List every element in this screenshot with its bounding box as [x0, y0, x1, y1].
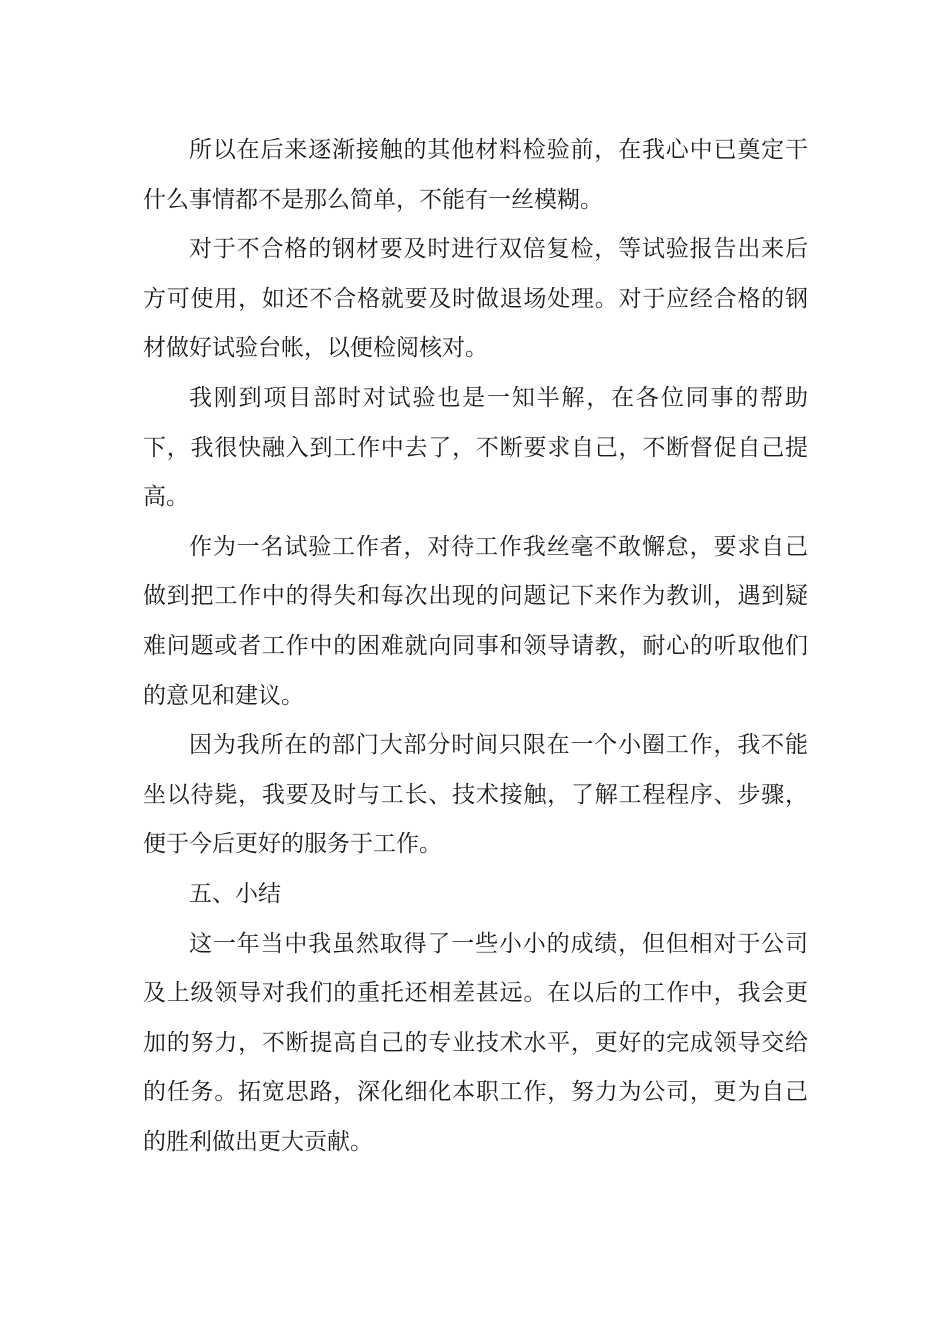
- section-heading-summary: 五、小结: [189, 880, 281, 907]
- paragraph-material-inspection: 所以在后来逐渐接触的其他材料检验前，在我心中已奠定干什么事情都不是那么简单，不能有一丝模糊。: [143, 137, 808, 213]
- paragraph-project-start: 我刚到项目部时对试验也是一知半解，在各位同事的帮助下，我很快融入到工作中去了，不断要求自己，不断督促自己提高。: [143, 384, 808, 511]
- paragraph-work-attitude: 作为一名试验工作者，对待工作我丝毫不敢懈怠，要求自己做到把工作中的得失和每次出现的问题记下来作为教训，遇到疑难问题或者工作中的困难就向同事和领导请教，耐心的听取他们的意见和建议。: [143, 533, 808, 709]
- paragraph-department: 因为我所在的部门大部分时间只限在一个小圈工作，我不能坐以待毙，我要及时与工长、技术接触，了解工程程序、步骤，便于今后更好的服务于工作。: [143, 732, 808, 858]
- document-body: [143, 126, 808, 1167]
- paragraph-closing: 这一年当中我虽然取得了一些小小的成绩，但但相对于公司及上级领导对我们的重托还相差甚远。在以后的工作中，我会更加的努力，不断提高自己的专业技术水平，更好的完成领导交给的任务。拓宽思路，深化细化本职工作，努力为公司，更为自己的胜利做出更大贡献。: [143, 930, 808, 1155]
- paragraph-steel-recheck: 对于不合格的钢材要及时进行双倍复检，等试验报告出来后方可使用，如还不合格就要及时做退场处理。对于应经合格的钢材做好试验台帐，以便检阅核对。: [143, 236, 808, 362]
